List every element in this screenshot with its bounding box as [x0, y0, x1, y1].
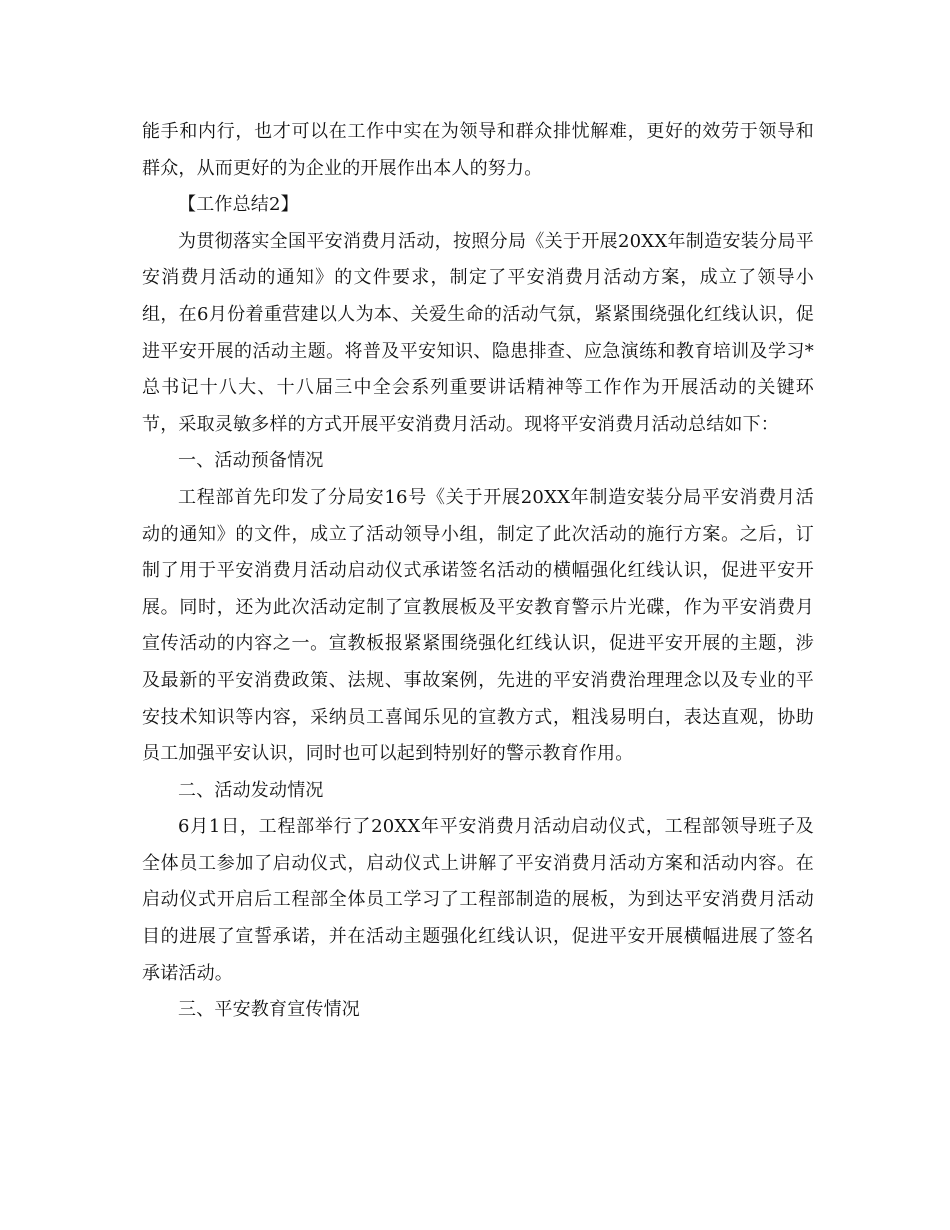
continuation-paragraph: 能手和内行，也才可以在工作中实在为领导和群众排忧解难，更好的效劳于领导和群众，从而更好的为企业的开展作出本人的努力。 — [142, 121, 814, 179]
heading-education: 三、平安教育宣传情况 — [178, 999, 360, 1021]
heading-mobilization: 二、活动发动情况 — [178, 779, 324, 801]
intro-paragraph: 为贯彻落实全国平安消费月活动，按照分局《关于开展20XX年制造安装分局平安消费月活动的通知》的文件要求，制定了平安消费月活动方案，成立了领导小组，在6月份着重营建以人为本、关爱生命的活动气氛，紧紧围绕强化红线认识，促进平安开展的活动主题。将普及平安知识、隐患排查、应急演练和教育培训及学习*总书记十八大、十八届三中全会系列重要讲话精神等工作作为开展活动的关键环节，采取灵敏多样的方式开展平安消费月活动。现将平安消费月活动总结如下： — [142, 230, 814, 435]
mobilization-paragraph: 6月1日，工程部举行了20XX年平安消费月活动启动仪式，工程部领导班子及全体员工参加了启动仪式，启动仪式上讲解了平安消费月活动方案和活动内容。在启动仪式开启后工程部全体员工学习了工程部制造的展板，为到达平安消费月活动目的进展了宣誓承诺，并在活动主题强化红线认识，促进平安开展横幅进展了签名承诺活动。 — [142, 816, 814, 984]
document-body — [142, 114, 814, 1029]
preparation-paragraph: 工程部首先印发了分局安16号《关于开展20XX年制造安装分局平安消费月活动的通知》的文件，成立了活动领导小组，制定了此次活动的施行方案。之后，订制了用于平安消费月活动启动仪式承诺签名活动的横幅强化红线认识，促进平安开展。同时，还为此次活动定制了宣教展板及平安教育警示片光碟，作为平安消费月宣传活动的内容之一。宣教板报紧紧围绕强化红线认识，促进平安开展的主题，涉及最新的平安消费政策、法规、事故案例，先进的平安消费治理理念以及专业的平安技术知识等内容，采纳员工喜闻乐见的宣教方式，粗浅易明白，表达直观，协助员工加强平安认识，同时也可以起到特别好的警示教育作用。 — [142, 486, 814, 765]
heading-preparation: 一、活动预备情况 — [178, 450, 324, 472]
section-title: 【工作总结2】 — [178, 194, 299, 216]
